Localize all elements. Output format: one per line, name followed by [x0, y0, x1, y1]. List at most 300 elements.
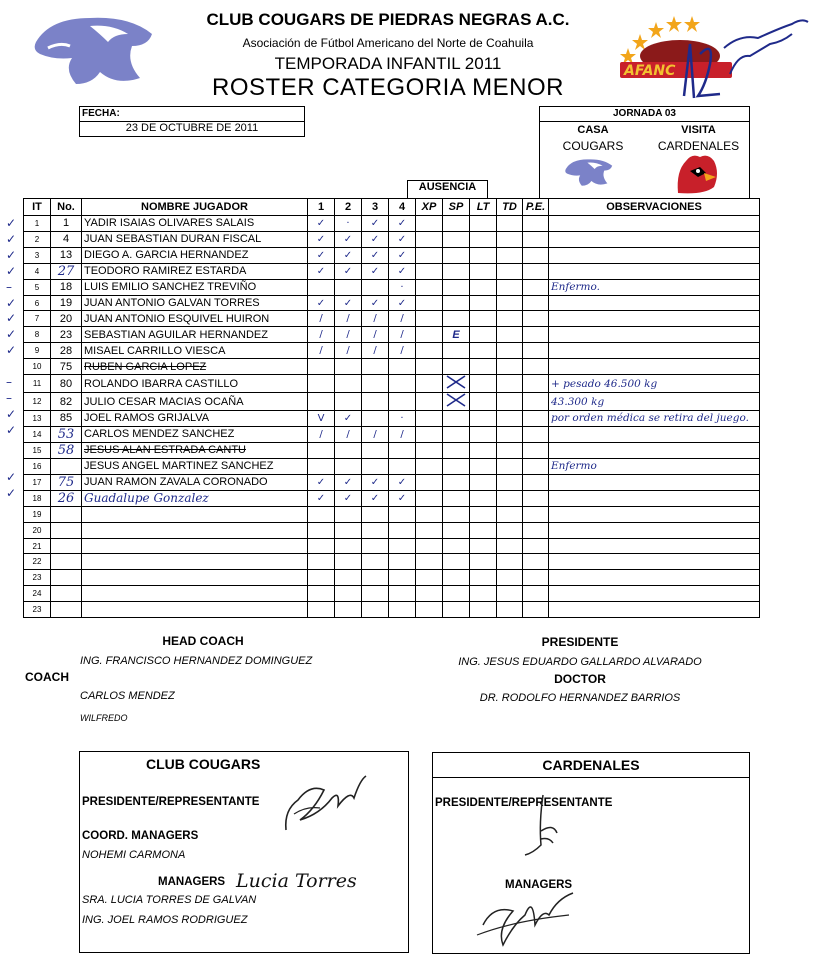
cell-it: 23 [24, 570, 51, 586]
table-row [24, 602, 760, 618]
cell-xp [416, 231, 443, 247]
cell-it: 11 [24, 375, 51, 393]
cell-td [497, 247, 523, 263]
col-header-name: NOMBRE JUGADOR [82, 199, 308, 216]
cell-it: 23 [24, 602, 51, 618]
cell-quarter-4: ✓ [389, 490, 416, 506]
cell-quarter-1: ✓ [308, 490, 335, 506]
cell-quarter-4 [389, 393, 416, 411]
cell-observaciones [549, 538, 760, 554]
attendance-tick-mark: – [6, 390, 12, 405]
cell-quarter-2: / [335, 311, 362, 327]
cell-observaciones [549, 247, 760, 263]
cell-sp [443, 554, 470, 570]
cell-quarter-2 [335, 586, 362, 602]
table-row [24, 295, 760, 311]
cell-quarter-2: / [335, 426, 362, 442]
cell-xp [416, 554, 443, 570]
cell-xp [416, 375, 443, 393]
cell-quarter-2 [335, 506, 362, 522]
table-row [24, 279, 760, 295]
cell-sp [443, 442, 470, 458]
cell-player-name: MISAEL CARRILLO VIESCA [82, 343, 308, 359]
cell-quarter-4 [389, 506, 416, 522]
cell-quarter-3: ✓ [362, 295, 389, 311]
table-row [24, 554, 760, 570]
cardenales-box [432, 752, 750, 954]
cell-quarter-3: / [362, 343, 389, 359]
cell-lt [470, 343, 497, 359]
cell-observaciones [549, 343, 760, 359]
cell-lt [470, 586, 497, 602]
cell-player-name: Guadalupe Gonzalez [82, 490, 308, 506]
cell-quarter-2: / [335, 343, 362, 359]
cell-quarter-2 [335, 393, 362, 411]
cell-it: 19 [24, 506, 51, 522]
cell-quarter-4: / [389, 343, 416, 359]
cell-pe [523, 411, 549, 427]
cell-lt [470, 426, 497, 442]
cell-sp [443, 263, 470, 279]
cell-lt [470, 570, 497, 586]
cell-td [497, 458, 523, 474]
cell-observaciones [549, 522, 760, 538]
cell-quarter-4 [389, 570, 416, 586]
attendance-tick-mark: ✓ [6, 343, 17, 358]
cell-lt [470, 231, 497, 247]
cell-player-name [82, 522, 308, 538]
cell-pe [523, 231, 549, 247]
cell-lt [470, 411, 497, 427]
cell-observaciones: + pesado 46.500 kg [549, 375, 760, 393]
cougar-small-logo [562, 157, 616, 189]
cell-quarter-4: ✓ [389, 247, 416, 263]
cell-td [497, 263, 523, 279]
cell-quarter-3 [362, 602, 389, 618]
cell-xp [416, 426, 443, 442]
cell-it: 14 [24, 426, 51, 442]
cell-sp [443, 279, 470, 295]
table-row [24, 231, 760, 247]
cell-quarter-1: ✓ [308, 231, 335, 247]
cell-quarter-1 [308, 570, 335, 586]
cell-number: 4 [51, 231, 82, 247]
cell-pe [523, 247, 549, 263]
cell-quarter-4: ✓ [389, 474, 416, 490]
doctor-label: DOCTOR [554, 672, 606, 686]
cell-lt [470, 442, 497, 458]
box-left-managers-label: MANAGERS [158, 876, 226, 888]
cell-sp [443, 231, 470, 247]
cell-observaciones [549, 327, 760, 343]
cell-player-name: JULIO CESAR MACIAS OCAÑA [82, 393, 308, 411]
col-header-lt: LT [470, 199, 497, 216]
cell-observaciones [549, 359, 760, 375]
cell-xp [416, 570, 443, 586]
box-right-presidente-label: PRESIDENTE/REPRESENTANTE [435, 797, 613, 809]
cell-xp [416, 359, 443, 375]
cell-quarter-1 [308, 554, 335, 570]
cell-player-name: SEBASTIAN AGUILAR HERNANDEZ [82, 327, 308, 343]
cell-td [497, 375, 523, 393]
cell-player-name: CARLOS MENDEZ SANCHEZ [82, 426, 308, 442]
cell-td [497, 426, 523, 442]
cell-lt [470, 474, 497, 490]
cell-quarter-1 [308, 586, 335, 602]
cell-quarter-4 [389, 554, 416, 570]
cell-player-name [82, 602, 308, 618]
cell-td [497, 343, 523, 359]
cell-quarter-1: / [308, 426, 335, 442]
cell-observaciones [549, 490, 760, 506]
cell-sp [443, 586, 470, 602]
coach-label: COACH [25, 670, 69, 684]
jornada-label: JORNADA 03 [613, 108, 676, 119]
head-coach-name: ING. FRANCISCO HERNANDEZ DOMINGUEZ [80, 655, 313, 667]
cell-number: 80 [51, 375, 82, 393]
col-header-q4: 4 [389, 199, 416, 216]
cell-quarter-3: ✓ [362, 263, 389, 279]
cell-quarter-3: / [362, 327, 389, 343]
cell-it: 21 [24, 538, 51, 554]
cell-it: 8 [24, 327, 51, 343]
cell-pe [523, 506, 549, 522]
cell-quarter-1: ✓ [308, 474, 335, 490]
cell-observaciones [549, 570, 760, 586]
cell-quarter-1: ✓ [308, 263, 335, 279]
cell-xp [416, 247, 443, 263]
cell-number [51, 458, 82, 474]
cell-number: 58 [51, 442, 82, 458]
cell-observaciones: Enfermo [549, 458, 760, 474]
cell-quarter-4: / [389, 327, 416, 343]
cell-quarter-3 [362, 411, 389, 427]
cell-player-name [82, 570, 308, 586]
col-header-sp: SP [443, 199, 470, 216]
table-row [24, 458, 760, 474]
cell-quarter-4: ✓ [389, 231, 416, 247]
table-row [24, 442, 760, 458]
afanc-logo-text: AFANC [624, 63, 676, 79]
cell-quarter-1 [308, 279, 335, 295]
cell-observaciones [549, 602, 760, 618]
cell-pe [523, 586, 549, 602]
cell-sp [443, 375, 470, 393]
attendance-tick-mark: ✓ [6, 422, 17, 437]
cell-lt [470, 263, 497, 279]
cell-td [497, 279, 523, 295]
cell-sp [443, 411, 470, 427]
cell-lt [470, 327, 497, 343]
handwritten-player-count [680, 14, 810, 106]
attendance-tick-mark: – [6, 279, 12, 294]
cell-number: 82 [51, 393, 82, 411]
attendance-tick-mark: ✓ [6, 295, 17, 310]
cell-number: 23 [51, 327, 82, 343]
visita-team: CARDENALES [657, 139, 740, 153]
cell-player-name: LUIS EMILIO SANCHEZ TREVIÑO [82, 279, 308, 295]
cell-it: 3 [24, 247, 51, 263]
cell-player-name [82, 506, 308, 522]
cell-it: 15 [24, 442, 51, 458]
cell-lt [470, 458, 497, 474]
cell-sp [443, 216, 470, 232]
cell-observaciones: por orden médica se retira del juego. [549, 411, 760, 427]
cell-lt [470, 490, 497, 506]
cell-quarter-4: · [389, 411, 416, 427]
cell-observaciones [549, 311, 760, 327]
cell-td [497, 231, 523, 247]
cardinal-logo [674, 153, 720, 195]
cell-td [497, 554, 523, 570]
cell-quarter-3 [362, 522, 389, 538]
cell-quarter-4 [389, 586, 416, 602]
box-left-manager-2: ING. JOEL RAMOS RODRIGUEZ [82, 914, 248, 926]
cell-quarter-2: ✓ [335, 490, 362, 506]
box-left-presidente-label: PRESIDENTE/REPRESENTANTE [82, 796, 260, 808]
cell-observaciones: 43.300 kg [549, 393, 760, 411]
cell-quarter-2 [335, 522, 362, 538]
cell-pe [523, 343, 549, 359]
cell-quarter-1: / [308, 343, 335, 359]
cross-mark-icon [445, 375, 467, 389]
cell-lt [470, 359, 497, 375]
cell-quarter-1: / [308, 327, 335, 343]
cell-player-name: YADIR ISAIAS OLIVARES SALAIS [82, 216, 308, 232]
cell-player-name [82, 554, 308, 570]
roster-title: ROSTER CATEGORIA MENOR [212, 74, 564, 101]
table-row [24, 263, 760, 279]
cell-lt [470, 393, 497, 411]
cell-quarter-4: ✓ [389, 216, 416, 232]
attendance-tick-mark: ✓ [6, 231, 17, 246]
cell-sp [443, 426, 470, 442]
col-header-pe: P.E. [523, 199, 549, 216]
cell-lt [470, 279, 497, 295]
cell-pe [523, 602, 549, 618]
cell-xp [416, 327, 443, 343]
cell-number: 19 [51, 295, 82, 311]
cell-quarter-2 [335, 359, 362, 375]
cell-number: 75 [51, 359, 82, 375]
cell-quarter-4 [389, 538, 416, 554]
cell-it: 6 [24, 295, 51, 311]
cell-sp [443, 490, 470, 506]
cell-number [51, 602, 82, 618]
cell-observaciones [549, 586, 760, 602]
cell-quarter-4 [389, 359, 416, 375]
cell-quarter-2 [335, 458, 362, 474]
cell-number: 26 [51, 490, 82, 506]
cell-quarter-3 [362, 458, 389, 474]
cell-quarter-4: / [389, 426, 416, 442]
signature-presidente-cardenales [513, 793, 573, 873]
col-header-no: No. [51, 199, 82, 216]
cell-it: 2 [24, 231, 51, 247]
presidente-label: PRESIDENTE [541, 635, 619, 649]
cell-xp [416, 343, 443, 359]
cell-td [497, 586, 523, 602]
cell-quarter-2 [335, 442, 362, 458]
cell-pe [523, 311, 549, 327]
cell-quarter-4: · [389, 279, 416, 295]
cell-xp [416, 311, 443, 327]
cell-quarter-4 [389, 375, 416, 393]
table-row [24, 327, 760, 343]
cell-xp [416, 586, 443, 602]
visita-label: VISITA [681, 124, 716, 136]
cell-quarter-1: ✓ [308, 247, 335, 263]
cell-sp [443, 295, 470, 311]
cell-pe [523, 442, 549, 458]
casa-label: CASA [577, 124, 609, 136]
cell-xp [416, 393, 443, 411]
club-cougars-box [79, 751, 409, 953]
cell-td [497, 570, 523, 586]
attendance-tick-mark: ✓ [6, 406, 17, 421]
cell-td [497, 295, 523, 311]
cell-lt [470, 522, 497, 538]
table-row [24, 311, 760, 327]
attendance-tick-mark: ✓ [6, 247, 17, 262]
cell-it: 4 [24, 263, 51, 279]
cell-player-name: ROLANDO IBARRA CASTILLO [82, 375, 308, 393]
cell-player-name: JUAN ANTONIO ESQUIVEL HUIRON [82, 311, 308, 327]
cell-xp [416, 216, 443, 232]
cell-it: 7 [24, 311, 51, 327]
cell-lt [470, 311, 497, 327]
cell-it: 9 [24, 343, 51, 359]
cell-pe [523, 327, 549, 343]
cell-pe [523, 263, 549, 279]
cell-it: 1 [24, 216, 51, 232]
cell-quarter-3: / [362, 426, 389, 442]
cell-quarter-3 [362, 506, 389, 522]
table-row [24, 216, 760, 232]
box-left-manager-1: SRA. LUCIA TORRES DE GALVAN [82, 894, 257, 906]
cell-quarter-2: ✓ [335, 295, 362, 311]
table-row [24, 586, 760, 602]
cell-td [497, 216, 523, 232]
table-row [24, 570, 760, 586]
cell-player-name: JUAN ANTONIO GALVAN TORRES [82, 295, 308, 311]
cell-quarter-1 [308, 522, 335, 538]
head-coach-label: HEAD COACH [162, 634, 244, 648]
table-row [24, 490, 760, 506]
col-header-q2: 2 [335, 199, 362, 216]
cell-it: 18 [24, 490, 51, 506]
cell-lt [470, 295, 497, 311]
cell-quarter-3 [362, 570, 389, 586]
cell-td [497, 506, 523, 522]
cell-number: 85 [51, 411, 82, 427]
date-label: FECHA: [82, 108, 120, 119]
season-title: TEMPORADA INFANTIL 2011 [274, 54, 502, 73]
cell-player-name: JUAN SEBASTIAN DURAN FISCAL [82, 231, 308, 247]
cell-xp [416, 458, 443, 474]
cell-number: 53 [51, 426, 82, 442]
cell-lt [470, 602, 497, 618]
attendance-tick-mark: ✓ [6, 486, 17, 501]
cell-quarter-3 [362, 359, 389, 375]
cell-it: 5 [24, 279, 51, 295]
cell-xp [416, 522, 443, 538]
cell-quarter-3: ✓ [362, 231, 389, 247]
cell-pe [523, 359, 549, 375]
box-left-coord-label: COORD. MANAGERS [82, 830, 199, 842]
cell-quarter-1: ✓ [308, 295, 335, 311]
cell-pe [523, 538, 549, 554]
cell-quarter-2: ✓ [335, 263, 362, 279]
box-left-coord-name: NOHEMI CARMONA [82, 849, 186, 861]
cell-td [497, 522, 523, 538]
cell-xp [416, 279, 443, 295]
cell-sp [443, 458, 470, 474]
coach-name-2: WILFREDO [80, 713, 128, 723]
cell-player-name: TEODORO RAMIREZ ESTARDA [82, 263, 308, 279]
cell-sp: E [443, 327, 470, 343]
attendance-tick-mark: – [6, 375, 12, 389]
cell-quarter-2: · [335, 216, 362, 232]
cell-number: 27 [51, 263, 82, 279]
cell-quarter-3: ✓ [362, 247, 389, 263]
cell-sp [443, 311, 470, 327]
cell-lt [470, 554, 497, 570]
cell-it: 17 [24, 474, 51, 490]
cell-lt [470, 247, 497, 263]
cell-number: 75 [51, 474, 82, 490]
cell-it: 16 [24, 458, 51, 474]
cross-mark-icon [445, 393, 467, 407]
cell-quarter-2 [335, 375, 362, 393]
cell-quarter-3: / [362, 311, 389, 327]
cell-number: 28 [51, 343, 82, 359]
attendance-tick-mark: ✓ [6, 470, 17, 485]
cell-player-name [82, 538, 308, 554]
cougar-logo [30, 12, 158, 92]
cell-td [497, 490, 523, 506]
cell-xp [416, 538, 443, 554]
cell-it: 20 [24, 522, 51, 538]
table-row [24, 426, 760, 442]
cell-observaciones [549, 474, 760, 490]
ausencia-header: AUSENCIA [407, 180, 488, 198]
cell-player-name [82, 586, 308, 602]
cell-quarter-2 [335, 570, 362, 586]
cell-quarter-2 [335, 554, 362, 570]
cell-pe [523, 375, 549, 393]
cell-quarter-1 [308, 458, 335, 474]
cell-observaciones [549, 295, 760, 311]
cell-quarter-4: ✓ [389, 295, 416, 311]
table-header-row [24, 199, 760, 216]
cell-xp [416, 295, 443, 311]
cell-quarter-3 [362, 538, 389, 554]
cell-quarter-3: ✓ [362, 216, 389, 232]
cell-lt [470, 375, 497, 393]
cell-quarter-3: ✓ [362, 490, 389, 506]
cell-quarter-2: ✓ [335, 247, 362, 263]
table-row [24, 393, 760, 411]
cell-quarter-2: ✓ [335, 411, 362, 427]
cell-number [51, 506, 82, 522]
cell-observaciones [549, 231, 760, 247]
col-header-xp: XP [416, 199, 443, 216]
cell-quarter-4 [389, 458, 416, 474]
club-name: CLUB COUGARS DE PIEDRAS NEGRAS A.C. [206, 10, 570, 29]
table-row [24, 538, 760, 554]
cell-quarter-3 [362, 279, 389, 295]
